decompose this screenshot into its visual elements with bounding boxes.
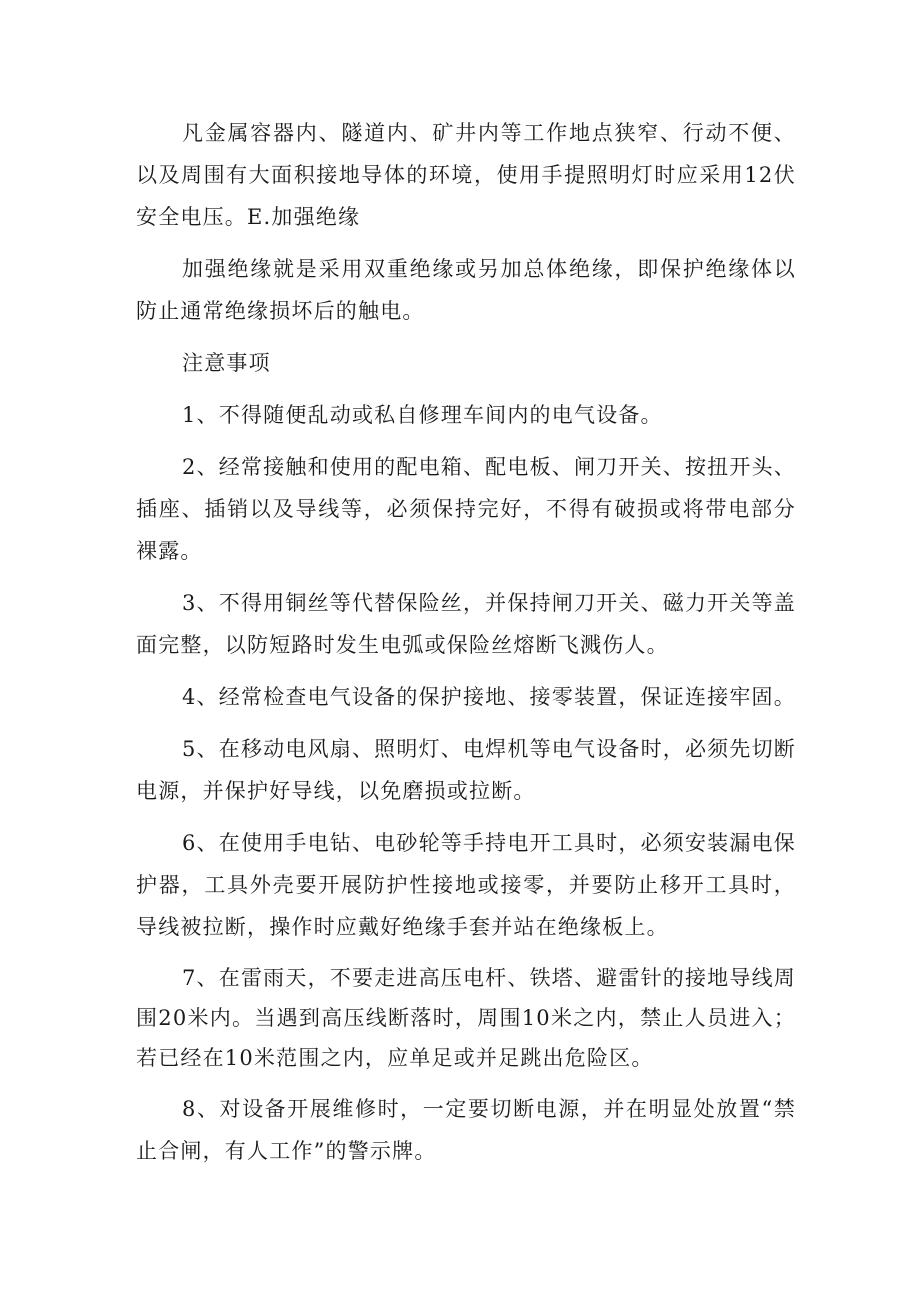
list-item-3: 3、不得用铜丝等代替保险丝，并保持闸刀开关、磁力开关等盖面完整，以防短路时发生电弧或保险丝熔断飞溅伤人。: [136, 591, 796, 657]
list-item-6: 6、在使用手电钻、电砂轮等手持电开工具时，必须安装漏电保护器，工具外壳要开展防护性接地或接零，并要防止移开工具时，导线被拉断，操作时应戴好绝缘手套并站在绝缘板上。: [136, 831, 796, 939]
list-item-7: 7、在雷雨天，不要走进高压电杆、铁塔、避雷针的接地导线周围20米内。当遇到高压线断落时，周围10米之内，禁止人员进入；若已经在10米范围之内，应单足或并足跳出危险区。: [136, 966, 796, 1070]
paragraph-low-voltage: 凡金属容器内、隧道内、矿井内等工作地点狭窄、行动不便、以及周围有大面积接地导体的环境，使用手提照明灯时应采用12伏安全电压。E.加强绝缘: [136, 121, 796, 229]
section-heading-precautions: 注意事项: [182, 351, 271, 375]
list-item-2: 2、经常接触和使用的配电箱、配电板、闸刀开关、按扭开头、插座、插销以及导线等，必须保持完好，不得有破损或将带电部分裸露。: [136, 455, 796, 563]
list-item-5: 5、在移动电风扇、照明灯、电焊机等电气设备时，必须先切断电源，并保护好导线，以免磨损或拉断。: [136, 737, 796, 803]
list-item-1: 1、不得随便乱动或私自修理车间内的电气设备。: [182, 403, 663, 427]
list-item-8: 8、对设备开展维修时，一定要切断电源，并在明显处放置“禁止合闸，有人工作”的警示牌。: [136, 1097, 796, 1163]
paragraph-reinforced-insulation: 加强绝缘就是采用双重绝缘或另加总体绝缘，即保护绝缘体以防止通常绝缘损坏后的触电。: [136, 257, 796, 323]
list-item-4: 4、经常检查电气设备的保护接地、接零装置，保证连接牢固。: [182, 685, 796, 709]
document-body: [136, 112, 796, 1182]
